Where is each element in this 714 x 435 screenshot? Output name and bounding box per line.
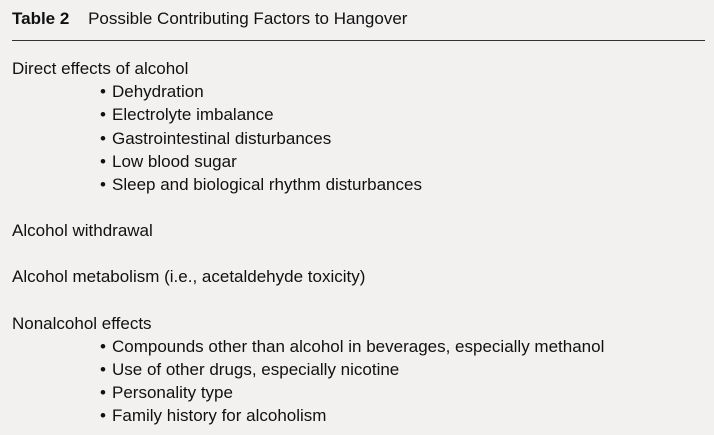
section-title: Alcohol metabolism (i.e., acetaldehyde toxicity) [12,267,366,287]
table-body [12,57,702,428]
list-item: • Dehydration [100,80,702,103]
section-alcohol-withdrawal [12,219,702,242]
section-nonalcohol-effects [12,312,702,428]
list-item: • Use of other drugs, especially nicotine [100,358,702,381]
factor-list [12,335,702,428]
section-title: Nonalcohol effects [12,313,152,333]
list-item: • Compounds other than alcohol in beverages, especially methanol [100,335,702,358]
list-item: • Family history for alcoholism [100,404,702,427]
list-item: • Low blood sugar [100,150,702,173]
section-direct-effects [12,57,702,196]
table-title: Possible Contributing Factors to Hangover [88,9,408,28]
list-item: • Sleep and biological rhythm disturbances [100,173,702,196]
list-item: • Gastrointestinal disturbances [100,127,702,150]
section-title: Direct effects of alcohol [12,59,189,78]
list-item: • Electrolyte imbalance [100,103,702,126]
section-alcohol-metabolism [12,265,702,288]
list-item: • Personality type [100,381,702,404]
header-divider [12,40,705,41]
table-label: Table 2 [12,9,70,28]
table-header [12,9,407,29]
section-title: Alcohol withdrawal [12,221,153,241]
factor-list [12,80,702,196]
